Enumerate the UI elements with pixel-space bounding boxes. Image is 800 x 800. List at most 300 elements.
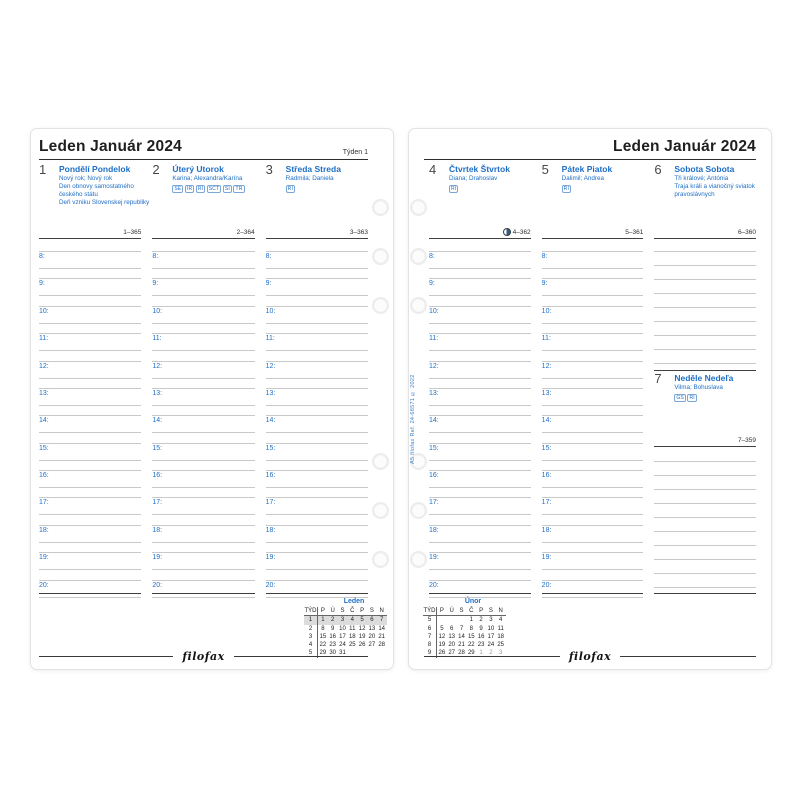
ruled-line [654, 448, 756, 462]
mini-calendar-day: 22 [467, 642, 475, 649]
mini-calendar-day: 5 [440, 625, 444, 632]
mini-calendar-day: 23 [329, 642, 337, 649]
hour-label: 14: [429, 417, 439, 425]
name-days: Karina; Alexandra/Karína [172, 175, 243, 182]
hour-slot [266, 525, 368, 552]
mini-calendar-header-cell: Č [347, 607, 357, 616]
hour-label: 8: [429, 253, 435, 260]
mini-calendar-header-cell: Č [466, 607, 476, 616]
mini-calendar-day: 23 [477, 642, 485, 649]
ruled-line [654, 504, 756, 518]
hour-slot [39, 525, 141, 552]
mini-calendar-header-cell: S [486, 607, 496, 616]
hour-slot [429, 497, 531, 524]
mini-calendar-day: 19 [358, 633, 366, 640]
ruled-line [654, 280, 756, 294]
hour-label: 19: [541, 554, 552, 562]
hour-grid [542, 251, 644, 594]
mini-calendar-day: 13 [448, 633, 456, 640]
hour-slot [152, 388, 254, 415]
mini-calendar-day: 8 [469, 625, 473, 632]
day-header-text [562, 161, 644, 193]
hour-label: 20: [39, 581, 49, 589]
footer [39, 651, 368, 662]
country-badge: IR [186, 185, 193, 192]
hour-slot [542, 497, 644, 524]
holiday-note: Traja králi a vianočný sviatok [674, 183, 755, 190]
hour-label: 20: [152, 581, 163, 589]
hour-label: 14: [265, 417, 276, 425]
hour-label: 11: [265, 335, 275, 343]
hour-slot [152, 361, 254, 388]
hour-slot [39, 497, 141, 524]
mini-calendar-week-number: 4 [304, 641, 318, 649]
ruled-line [654, 336, 756, 350]
day-of-year-label: 5–361 [625, 229, 644, 236]
footer-rule-right [234, 656, 368, 657]
mini-calendar-day: 27 [448, 650, 456, 657]
hour-slot [542, 552, 644, 579]
hour-label: 15: [541, 444, 552, 452]
day-header-text [172, 161, 254, 193]
mini-calendar-header-cell: P [357, 607, 367, 616]
mini-calendar-day: 11 [497, 625, 504, 632]
country-badge: SE [174, 185, 182, 192]
mini-calendar-header-cell: Ú [447, 607, 457, 616]
hour-slot [542, 251, 644, 278]
hour-label: 17: [39, 499, 49, 507]
hour-slot [266, 470, 368, 497]
mini-calendar-day: 17 [487, 633, 495, 640]
hour-label: 13: [265, 389, 276, 397]
mini-calendar-day: 1 [469, 617, 473, 624]
mini-calendar-title: Únor [464, 598, 482, 605]
hour-label: 16: [39, 472, 49, 479]
punch-hole [372, 551, 389, 568]
ruled-line [654, 476, 756, 490]
day-header-text [674, 370, 756, 402]
hour-label: 12: [541, 362, 552, 370]
hour-label: 19: [429, 554, 439, 562]
hour-slot [266, 388, 368, 415]
mini-calendar-day: 3 [499, 650, 503, 657]
mini-calendar-day: 29 [319, 650, 327, 657]
name-days: Dalimil; Andrea [561, 175, 605, 182]
day-column [266, 161, 368, 594]
day-name: Neděle Nedeľa [674, 373, 734, 383]
hour-label: 14: [152, 417, 163, 425]
hour-grid [39, 251, 141, 594]
hour-label: 20: [541, 581, 552, 589]
hour-label: 15: [429, 444, 439, 452]
footer-rule-left [39, 656, 173, 657]
mini-calendar-header-cell: N [377, 607, 387, 616]
day-column [654, 161, 756, 594]
day-header-row [266, 161, 368, 193]
mini-calendar-day: 8 [321, 625, 325, 632]
hour-slot [39, 361, 141, 388]
hour-slot [266, 333, 368, 360]
ruled-line [654, 518, 756, 532]
name-days: Radmila; Daniela [285, 175, 334, 182]
name-days: Nový rok; Nový rok [59, 175, 113, 182]
country-badge: SCT [208, 185, 220, 192]
hour-label: 14: [541, 417, 552, 425]
mini-calendar-february [423, 598, 509, 658]
day-of-year-label: 1–365 [123, 229, 142, 236]
mini-calendar-day: 2 [489, 650, 493, 657]
mini-calendar-day: 15 [319, 633, 327, 640]
mini-calendar-day: 20 [448, 642, 456, 649]
punch-hole [372, 199, 389, 216]
hour-slot [542, 415, 644, 442]
page-right [408, 128, 772, 670]
mini-calendar-day: 18 [348, 633, 356, 640]
mini-calendar-day: 31 [339, 650, 346, 657]
hour-slot [429, 278, 531, 305]
hour-label: 9: [152, 280, 159, 288]
name-days: Tři králové; Antónia [674, 175, 729, 182]
mini-calendar-day: 27 [368, 642, 376, 649]
punch-hole [410, 502, 427, 519]
hour-label: 10: [541, 307, 552, 315]
mini-calendar-week-number: 7 [423, 633, 437, 641]
day-number: 4 [429, 162, 437, 177]
day-of-year [123, 229, 141, 236]
hour-label: 16: [429, 472, 439, 479]
ruled-section-saturday [654, 251, 756, 371]
hour-slot [429, 552, 531, 579]
hour-label: 19: [265, 554, 276, 562]
holiday-note: Deň vzniku Slovenskej republiky [59, 199, 150, 206]
moon-phase-icon [503, 228, 511, 236]
hour-slot [429, 415, 531, 442]
ruled-line [654, 252, 756, 266]
day-header-text [674, 161, 756, 199]
day-header-row [39, 161, 150, 207]
hour-slot [542, 361, 644, 388]
hour-label: 13: [152, 389, 163, 397]
holiday-note: pravoslávnych [674, 191, 715, 198]
hour-slot [429, 306, 531, 333]
hour-slot [152, 580, 254, 607]
hour-label: 19: [39, 554, 49, 562]
mini-calendar-day: 19 [438, 642, 446, 649]
page-title: Leden Január 2024 [613, 138, 756, 155]
day-of-year-label: 2–364 [236, 229, 255, 236]
hour-label: 8: [541, 253, 548, 260]
mini-calendar-header-cell: N [496, 607, 506, 616]
day-of-year-label: 4–362 [512, 228, 531, 236]
holiday-note: Den obnovy samostatného [59, 183, 134, 190]
day-header [542, 161, 644, 239]
day-number: 5 [541, 162, 549, 177]
country-badges [286, 185, 368, 194]
day-name: Sobota Sobota [674, 164, 735, 174]
hour-slot [429, 470, 531, 497]
hour-slot [266, 361, 368, 388]
hour-slot [152, 278, 254, 305]
hour-label: 10: [429, 307, 439, 315]
ruled-line [654, 322, 756, 336]
day-name: Pondělí Pondelok [59, 164, 131, 174]
mini-calendar-day [457, 616, 467, 624]
hour-slot [542, 333, 644, 360]
mini-calendar-day: 5 [357, 616, 367, 624]
country-badges [449, 185, 531, 194]
mini-calendar-day: 28 [458, 650, 465, 657]
hour-slot [39, 251, 141, 278]
mini-calendar-day: 20 [368, 633, 376, 640]
country-badge: RI [689, 394, 695, 401]
hour-slot [429, 251, 531, 278]
country-badge: RI [563, 185, 570, 192]
hour-slot [152, 525, 254, 552]
hour-label: 10: [39, 307, 49, 315]
day-header [39, 161, 150, 239]
hour-label: 12: [265, 362, 276, 370]
day-header [429, 161, 531, 239]
day-header-text [59, 161, 150, 207]
filofax-logo: filofax [182, 650, 225, 663]
mini-calendar-day [367, 649, 377, 657]
day-name: Úterý Utorok [172, 164, 224, 174]
hour-label: 12: [152, 362, 163, 370]
ruled-line [654, 532, 756, 546]
mini-calendar-week-number: 8 [423, 641, 437, 649]
hour-slot [542, 278, 644, 305]
hour-label: 16: [265, 472, 276, 479]
punch-hole [410, 248, 427, 265]
ruled-line [654, 294, 756, 308]
hour-label: 15: [265, 444, 276, 452]
day-header-row [654, 161, 756, 199]
day-header-row [542, 161, 644, 193]
day-of-year [738, 229, 756, 236]
mini-calendar-day: 12 [358, 625, 366, 632]
hour-label: 8: [39, 253, 45, 260]
hour-label: 13: [541, 389, 552, 397]
hour-label: 9: [39, 280, 45, 288]
punch-hole [410, 297, 427, 314]
mini-calendar-day: 25 [497, 642, 505, 649]
side-ref-text: A5 filofax Ref. 24-68571 © 2022 [410, 374, 416, 464]
mini-calendar-day: 10 [487, 625, 495, 632]
day-column [542, 161, 644, 594]
hour-slot [266, 278, 368, 305]
hour-slot [266, 415, 368, 442]
country-badge: RI [287, 185, 294, 192]
hour-grid [429, 251, 531, 594]
hour-slot [542, 470, 644, 497]
mini-calendar-day: 2 [328, 616, 338, 624]
mini-calendar-day: 25 [348, 642, 356, 649]
mini-calendar-day: 6 [450, 625, 454, 632]
ruled-line [654, 546, 756, 560]
hour-slot [152, 251, 254, 278]
hour-label: 16: [541, 472, 552, 479]
punch-hole [372, 297, 389, 314]
hour-label: 9: [541, 280, 548, 288]
mini-calendar-header-cell: P [437, 607, 447, 616]
day-column [429, 161, 531, 594]
name-days: Vilma; Bohuslava [674, 384, 723, 391]
mini-calendar-day: 14 [458, 633, 465, 640]
country-badge: RI [197, 185, 204, 192]
mini-calendar-week-number: 3 [304, 633, 318, 641]
hour-label: 9: [429, 280, 435, 288]
day-of-year-label: 3–363 [349, 229, 368, 236]
day-header-row [152, 161, 254, 193]
mini-calendar-day: 17 [339, 633, 346, 640]
hour-slot [266, 497, 368, 524]
hour-slot [152, 552, 254, 579]
day-number: 7 [654, 371, 662, 386]
hour-slot [266, 251, 368, 278]
mini-calendar-day: 4 [499, 617, 503, 624]
hour-slot [429, 333, 531, 360]
hour-label: 8: [152, 253, 159, 260]
hour-label: 15: [39, 444, 49, 452]
page-header [39, 137, 368, 160]
punch-hole [372, 453, 389, 470]
hour-slot [429, 443, 531, 470]
mini-calendar-day: 30 [329, 650, 337, 657]
hour-slot [152, 497, 254, 524]
mini-calendar-day: 1 [479, 650, 483, 657]
hour-grid [152, 251, 254, 594]
punch-hole [410, 551, 427, 568]
hour-slot [152, 470, 254, 497]
mini-calendar-title: Leden [343, 598, 365, 605]
country-badges [172, 185, 254, 194]
mini-calendar-day: 4 [347, 616, 357, 624]
footer-rule-right [620, 656, 756, 657]
page-header [424, 137, 756, 160]
hour-slot [39, 306, 141, 333]
hour-label: 17: [265, 499, 276, 507]
day-of-year [738, 437, 756, 444]
hour-grid [266, 251, 368, 594]
mini-calendar-day [437, 616, 447, 624]
hour-label: 12: [39, 362, 49, 370]
mini-calendar-day: 18 [497, 633, 505, 640]
hour-slot [266, 552, 368, 579]
holiday-note: českého státu [59, 191, 98, 198]
hour-slot [266, 443, 368, 470]
day-header-row [654, 370, 756, 402]
day-name: Středa Streda [285, 164, 341, 174]
country-badge: GS [676, 394, 684, 401]
hour-slot [266, 306, 368, 333]
mini-calendar-week-number: 5 [304, 649, 318, 657]
mini-calendar-day: 1 [318, 616, 328, 624]
mini-calendar-day: 24 [339, 642, 346, 649]
mini-calendar-header-cell: TÝD [304, 607, 318, 616]
country-badges [562, 185, 644, 194]
hour-label: 17: [429, 499, 439, 507]
ruled-section-sunday [654, 448, 756, 594]
hour-label: 16: [152, 472, 163, 479]
mini-calendar-day [377, 649, 387, 657]
mini-calendar-header-cell: S [457, 607, 467, 616]
day-header-text [286, 161, 368, 193]
ruled-line [654, 574, 756, 588]
hour-slot [39, 552, 141, 579]
mini-calendar-day: 7 [377, 616, 387, 624]
day-number: 6 [654, 162, 662, 177]
day-header-text [449, 161, 531, 193]
mini-calendar-day: 6 [367, 616, 377, 624]
mini-calendar-day: 13 [368, 625, 376, 632]
hour-label: 11: [39, 335, 49, 343]
day-column [39, 161, 150, 594]
mini-calendar-day: 12 [438, 633, 446, 640]
day-column [152, 161, 254, 594]
mini-calendar-week-number: 5 [423, 616, 437, 624]
mini-calendar-day: 21 [378, 633, 386, 640]
day-header-row [429, 161, 531, 193]
mini-calendar-header-cell: S [367, 607, 377, 616]
mini-calendar-day: 21 [458, 642, 465, 649]
hour-label: 11: [152, 335, 162, 343]
mini-calendar-day: 9 [479, 625, 483, 632]
mini-calendar-day: 3 [489, 617, 493, 624]
hour-label: 14: [39, 417, 49, 425]
mini-calendar-header-cell: P [318, 607, 328, 616]
hour-label: 10: [152, 307, 163, 315]
hour-slot [542, 580, 644, 607]
hour-label: 20: [429, 581, 439, 589]
mini-calendar-day: 28 [378, 642, 386, 649]
country-badge: TR [235, 185, 243, 192]
hour-slot [542, 525, 644, 552]
hour-label: 20: [265, 581, 276, 589]
mini-calendar-header-cell: S [338, 607, 348, 616]
hour-slot [152, 415, 254, 442]
day-header [266, 161, 368, 239]
hour-slot [152, 306, 254, 333]
hour-label: 9: [265, 280, 272, 288]
week-label: Týden 1 [342, 149, 368, 156]
page-left [30, 128, 394, 670]
mini-calendar-header-cell: P [476, 607, 486, 616]
day-name: Pátek Piatok [561, 164, 613, 174]
mini-calendar-day: 15 [467, 633, 475, 640]
mini-calendar-day: 24 [487, 642, 495, 649]
country-badge: RI [451, 185, 457, 192]
hour-slot [39, 470, 141, 497]
mini-calendar-day: 16 [477, 633, 485, 640]
day-of-year-label: 6–360 [737, 229, 757, 236]
mini-calendar-day: 14 [378, 625, 386, 632]
hour-label: 17: [541, 499, 552, 507]
ruled-line [654, 462, 756, 476]
day-columns [39, 161, 368, 594]
mini-calendar-day: 16 [329, 633, 337, 640]
hour-slot [39, 388, 141, 415]
mini-calendar-january [304, 598, 390, 658]
mini-calendar-week-number: 1 [304, 616, 318, 624]
mini-calendar-day: 3 [338, 616, 348, 624]
day-name: Čtvrtek Štvrtok [449, 164, 510, 174]
hour-slot [542, 388, 644, 415]
hour-slot [152, 443, 254, 470]
hour-label: 15: [152, 444, 163, 452]
hour-label: 8: [265, 253, 272, 260]
hour-label: 10: [265, 307, 276, 315]
name-days: Diana; Drahoslav [449, 175, 498, 182]
